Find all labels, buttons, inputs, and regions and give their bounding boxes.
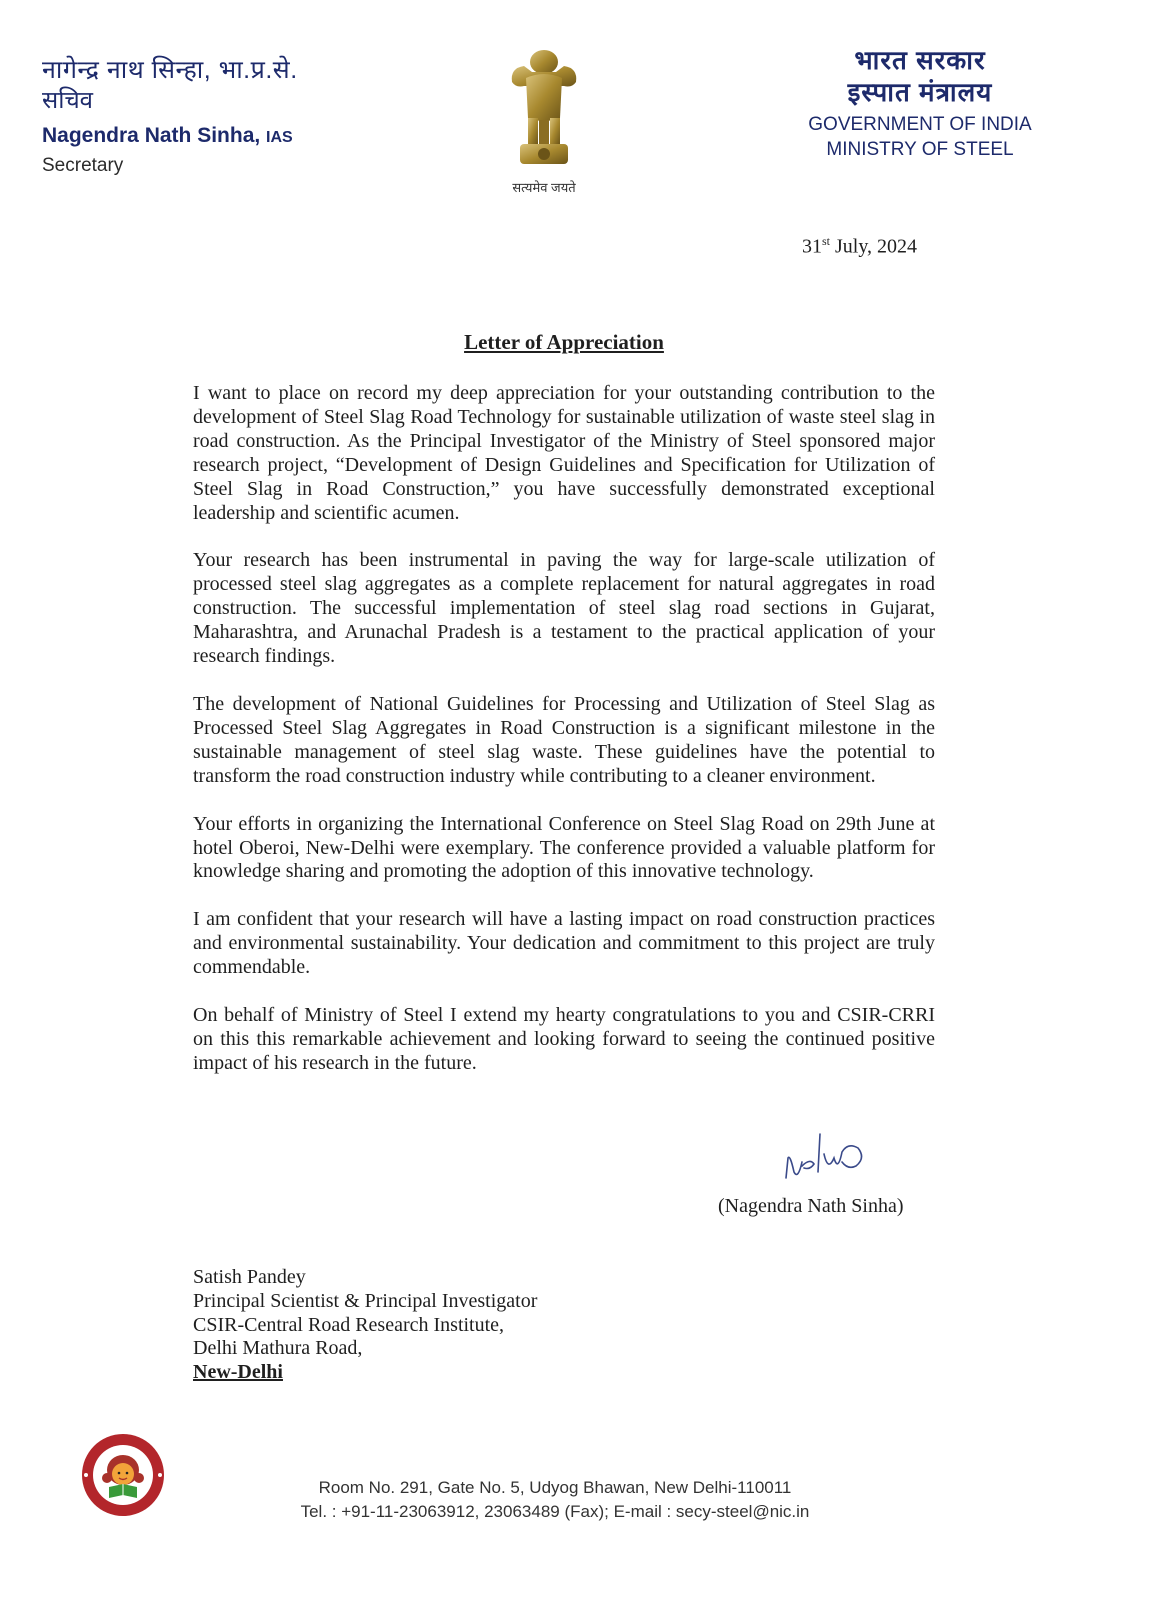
footer-address: Room No. 291, Gate No. 5, Udyog Bhawan, New Delhi-110011 [318,1478,792,1497]
sender-service: IAS [266,129,293,146]
letter-body [193,382,935,1100]
org-hindi-line2: इस्पात मंत्रालय [847,77,993,107]
recipient-institute: CSIR-Central Road Research Institute, [193,1313,505,1336]
recipient-name: Satish Pandey [193,1266,306,1288]
beti-bachao-beti-padhao-logo-icon [80,1432,166,1518]
lion-capital-emblem-icon [502,48,586,176]
recipient-address [193,1266,537,1385]
recipient-city: New-Delhi [193,1361,283,1384]
recipient-designation: Principal Scientist & Principal Investigator [193,1289,538,1312]
paragraph: Your research has been instrumental in paving the way for large-scale utilization of processed steel slag aggregates as a complete replacement for natural aggregates in road construction. The successful implementation of steel slag road sections in Gujarat, Maharashtra, and Arunachal Pradesh is a testament to the practical application of your research findings. [193,549,935,668]
paragraph: On behalf of Ministry of Steel I extend my hearty congratulations to you and CSIR-CRRI on this this remarkable achievement and looking forward to seeing the continued positive impact of his research in the future. [193,1004,935,1074]
footer-contact [250,1476,860,1524]
signer-name: (Nagendra Nath Sinha) [718,1195,904,1217]
date-rest: July, 2024 [830,235,918,258]
letter-date [802,234,917,259]
sender-name-hindi: नागेन्द्र नाथ सिन्हा, भा.प्र.से. [42,56,298,84]
sender-block [42,54,298,180]
date-day: 31 [802,235,822,258]
org-hindi-line1: भारत सरकार [854,45,986,75]
sender-name-text: Nagendra Nath Sinha [42,124,255,147]
org-line2: MINISTRY OF STEEL [826,139,1014,160]
beti-bachao-logo [80,1432,166,1523]
paragraph: I am confident that your research will have a lasting impact on road construction practices and environmental sustainability. Your dedication and commitment to this project are truly commendable. [193,908,935,979]
paragraph: I want to place on record my deep appreciation for your outstanding contribution to the development of Steel Slag Road Technology for sustainable utilization of waste steel slag in road construction. As the Principal Investigator of the Ministry of Steel sponsored major research project, “Development of Design Guidelines and Specification for Utilization of Steel Slag in Road Construction,” you have successfully demonstrated exceptional leadership and scientific acumen. [193,382,935,524]
handwritten-signature [780,1128,880,1193]
sender-title-hindi: सचिव [42,87,94,114]
paragraph: The development of National Guidelines for Processing and Utilization of Steel Slag as Processed Steel Slag Aggregates in Road Construction is a significant milestone in the sustainable management of steel slag waste. These guidelines have the potential to transform the road construction industry while contributing to a cleaner environment. [193,692,935,787]
signature-icon [780,1128,880,1188]
sender-name: Nagendra Nath Sinha, IAS [42,124,293,147]
emblem-motto: सत्यमेव जयते [512,180,576,195]
organisation-block [790,44,1050,162]
sender-title: Secretary [42,155,124,176]
org-line1: GOVERNMENT OF INDIA [808,114,1032,135]
national-emblem [498,48,590,198]
letter-subject: Letter of Appreciation [464,330,664,354]
recipient-street: Delhi Mathura Road, [193,1337,363,1360]
date-suffix: st [822,234,831,248]
paragraph: Your efforts in organizing the International Conference on Steel Slag Road on 29th June at hotel Oberoi, New-Delhi were exemplary. The conference provided a valuable platform for knowledge sharing and promoting the adoption of this innovative technology. [193,812,935,883]
footer-contact-line: Tel. : +91-11-23063912, 23063489 (Fax); E-mail : secy-steel@nic.in [300,1502,810,1521]
